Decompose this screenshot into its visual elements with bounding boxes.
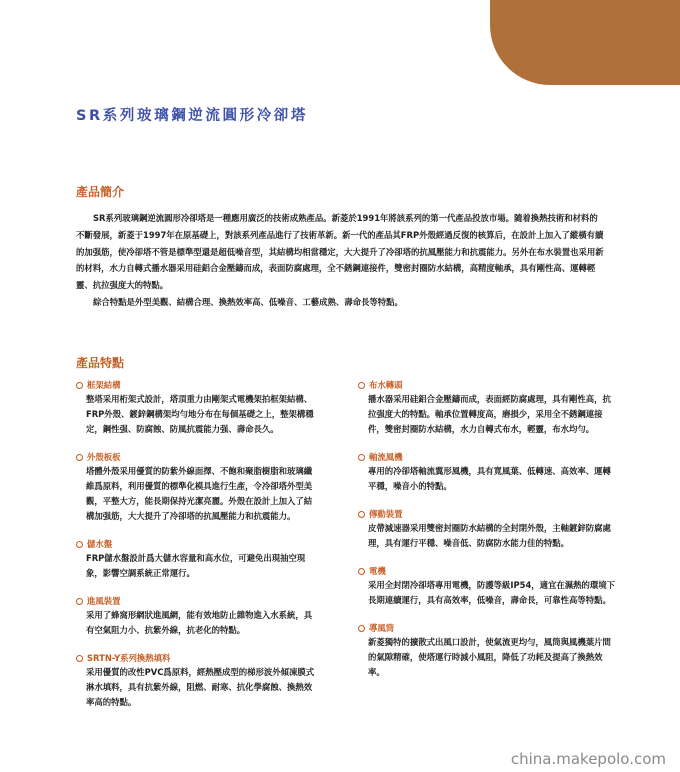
intro-text xyxy=(76,210,606,311)
bullet-ring-icon xyxy=(76,382,83,389)
intro-heading: 產品簡介 xyxy=(76,185,125,199)
feature-body: 采用了蜂窩形網狀進風網，能有效地防止雜物進入水系統，具有空氣阻力小、抗紫外線，抗老化的特點。 xyxy=(86,610,313,635)
page-title: SR系列玻璃鋼逆流圓形冷卻塔 xyxy=(76,108,309,124)
feature-body: 專用的冷卻塔軸流翼形風機，具有寬風葉、低轉速、高效率、運轉平穩，噪音小的特點。 xyxy=(368,466,611,491)
features-heading: 產品特點 xyxy=(76,356,125,370)
feature-item xyxy=(358,564,616,608)
decorative-corner-band xyxy=(490,0,680,85)
bullet-ring-icon xyxy=(358,568,365,575)
feature-title: 進風裝置 xyxy=(87,596,121,606)
feature-item xyxy=(358,507,616,551)
feature-body: 塔體外殼采用優質的防紫外線面擇、不飽和聚脂樹脂和玻璃纖維爲原料，利用優質的標準化模具進行生產，令冷卻塔外型美觀，平整大方，能長期保持光潔亮麗。外殼在設計上加入了結構加强筋，大大提升了冷卻塔的抗風壓能力和抗震能力。 xyxy=(86,466,313,521)
feature-item xyxy=(358,621,616,680)
feature-body: 整塔采用桁架式設計，塔頂重力由剛架式電機架拍框架結構、FRP外殼、鍍鋅鋼構架均勻地分布在每個基礎之上，整架構穩定，鋼性强、防腐蝕、防風抗震能力强、壽命長久。 xyxy=(86,394,314,434)
feature-title: 電機 xyxy=(369,566,386,576)
feature-title: 儲水盤 xyxy=(87,539,113,549)
feature-item xyxy=(76,594,316,638)
feature-item xyxy=(76,378,316,437)
intro-paragraph-2: 綜合特點是外型美觀、結構合理、換熱效率高、低噪音、工藝成熟、壽命長等特點。 xyxy=(93,296,403,307)
feature-title: 傳動裝置 xyxy=(369,509,403,519)
feature-body: FRP儲水盤設計爲大儲水容量和高水位，可避免出現抽空現象，影響空調系統正常運行。 xyxy=(86,553,306,578)
intro-paragraph-1: SR系列玻璃鋼逆流圓形冷卻塔是一種應用廣泛的技術成熟產品。新菱於1991年將該系列的第一代產品投放市場。隨着換熱技術和材料的不斷發展，新菱于1997年在原基礎上，對該系列產品進行了技術革新。新一代的產品其FRP外殼經過反復的核算后，在設計上加入了縱橫有續的加强筋，使冷卻塔不管是標準型還是超低噪音型，其結構均相當穩定，大大提升了冷卻塔的抗風壓能力和抗震能力。另外在布水裝置也采用新的材料，水力自轉式播水器采用硅鋁合金壓鑄而成，表面防腐處理，全不銹鋼連接件，雙密封圈防水結構，高精度軸承，具有剛性高、運轉輕靈、抗拉强度大的特點。 xyxy=(76,213,604,291)
bullet-ring-icon xyxy=(358,382,365,389)
feature-title: SRTN-Y系列換熱填料 xyxy=(87,653,171,663)
feature-body: 新菱獨特的擴散式出風口設計，使氣流更均勻，風筒與風機葉片間的氣隙精確，使塔運行時減小風阻，降低了功耗及提高了換熱效率。 xyxy=(368,637,611,677)
features-left-column xyxy=(76,378,316,723)
bullet-ring-icon xyxy=(76,541,83,548)
bullet-ring-icon xyxy=(76,454,83,461)
bullet-ring-icon xyxy=(358,454,365,461)
watermark: china.makepolo.com xyxy=(510,750,666,768)
feature-item xyxy=(76,537,316,581)
feature-body: 播水器采用硅鋁合金壓鑄而成，表面經防腐處理，具有剛性高，抗拉强度大的特點。軸承位置轉度高，磨損少，采用全不銹鋼連接件，雙密封圈防水結構，水力自轉式布水，輕靈，布水均勻。 xyxy=(368,394,611,434)
feature-title: 框架結構 xyxy=(87,380,121,390)
bullet-ring-icon xyxy=(358,625,365,632)
feature-body: 皮帶減速器采用雙密封圈防水結構的全封閉外殼，主軸鍍鋅防腐處理，具有運行平穩、噪音低、防腐防水能力佳的特點。 xyxy=(368,523,611,548)
feature-title: 軸流風機 xyxy=(369,452,403,462)
bullet-ring-icon xyxy=(358,511,365,518)
bullet-ring-icon xyxy=(76,655,83,662)
feature-body: 采用優質的改性PVC爲原料，經熱壓成型的梯形波外傾凍膜式淋水填料，具有抗紫外線，阻燃、耐寒、抗化學腐蝕、換熱效率高的特點。 xyxy=(86,667,315,707)
bullet-ring-icon xyxy=(76,598,83,605)
feature-title: 外殼板板 xyxy=(87,452,121,462)
features-right-column xyxy=(358,378,616,693)
feature-item xyxy=(76,450,316,524)
feature-item xyxy=(76,651,316,710)
feature-item xyxy=(358,378,616,437)
feature-item xyxy=(358,450,616,494)
feature-title: 布水轉頭 xyxy=(369,380,403,390)
feature-title: 導風筒 xyxy=(369,623,395,633)
feature-body: 采用全封閉冷卻塔專用電機，防護等級IP54，適宜在濕熱的環境下長期連續運行，具有高效率，低噪音，壽命長，可靠性高等特點。 xyxy=(368,580,616,605)
